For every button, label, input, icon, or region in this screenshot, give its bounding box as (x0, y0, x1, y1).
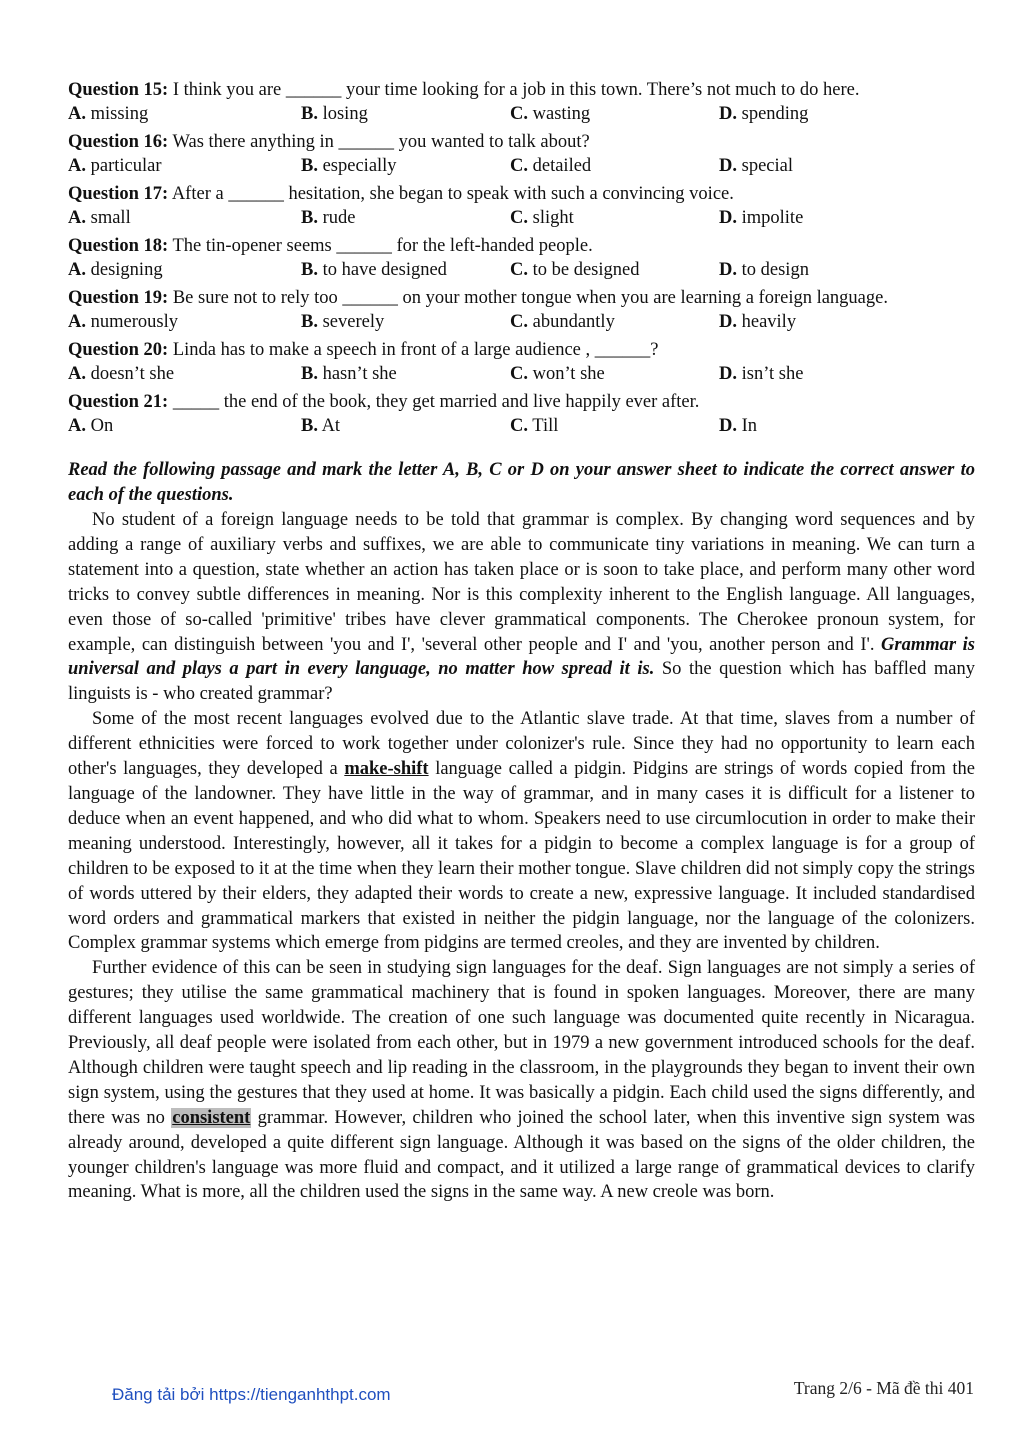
option-b[interactable]: B. rude (301, 208, 356, 228)
option-d[interactable]: D. isn’t she (719, 364, 804, 384)
option-c[interactable]: C. abundantly (510, 312, 615, 332)
highlighted-word-consistent: consistent (172, 1107, 251, 1128)
passage-paragraph-3: Further evidence of this can be seen in studying sign languages for the deaf. Sign languages are not simply a series of gestures; they utilise the same grammatical machinery that is found in spoken languages. Moreover, there are many different languages used worldwide. The creation of one such language was documented quite recently in Nicaragua. Previously, all deaf people were isolated from each other, but in 1979 a new government introduced schools for the deaf. Although children were taught speech and lip reading in the classroom, in the playgrounds they began to invent their own sign system, using the gestures that they used at home. It was basically a pidgin. Each child used the signs differently, and there was no consistent grammar. However, children who joined the school later, when this inventive sign system was already around, developed a quite different sign language. Although it was based on the signs of the older children, the younger children's language was more fluid and compact, and it utilized a large range of grammatical devices to clarify meaning. What is more, all the children used the signs in the same way. A new creole was born. (68, 958, 975, 1203)
passage-paragraph-1: No student of a foreign language needs to be told that grammar is complex. By changing word sequences and by adding a range of auxiliary verbs and suffixes, we are able to communicate tiny variations in meaning. We can turn a statement into a question, state whether an action has taken place or is soon to take place, and perform many other word tricks to convey subtle differences in meaning. Nor is this complexity inherent to the English language. All languages, even those of so-called 'primitive' tribes have clever grammatical components. The Cherokee pronoun system, for example, can distinguish between 'you and I', 'several other people and I' and 'you, another person and I'. Grammar is universal and plays a part in every language, no matter how spread it is. So the question which has baffled many linguists is - who created grammar? (68, 510, 975, 705)
question-label: Question 20: (68, 340, 169, 360)
options-row (68, 206, 975, 230)
option-b[interactable]: B. hasn’t she (301, 364, 397, 384)
uploader-link[interactable]: Đăng tải bởi https://tienganhthpt.com (112, 1385, 391, 1404)
passage-instruction: Read the following passage and mark the letter A, B, C or D on your answer sheet to indicate the correct answer to each of the questions. (68, 460, 975, 505)
options-row (68, 154, 975, 178)
question-21 (68, 390, 975, 438)
question-text: Be sure not to rely too ______ on your mother tongue when you are learning a foreign language. (168, 288, 888, 308)
option-c[interactable]: C. to be designed (510, 260, 640, 280)
option-a[interactable]: A. particular (68, 156, 162, 176)
question-text: I think you are ______ your time looking for a job in this town. There’s not much to do here. (168, 80, 860, 100)
question-16 (68, 130, 975, 178)
question-20 (68, 338, 975, 386)
option-c[interactable]: C. detailed (510, 156, 592, 176)
options-row (68, 258, 975, 282)
question-text: The tin-opener seems ______ for the left-handed people. (168, 236, 593, 256)
passage-paragraph-2: Some of the most recent languages evolved due to the Atlantic slave trade. At that time, slaves from a number of different ethnicities were forced to work together under colonizer's rule. Since they had no opportunity to learn each other's languages, they developed a make-shift language called a pidgin. Pidgins are strings of words copied from the language of the landowner. They have little in the way of grammar, and in many cases it is difficult for a listener to deduce when an event happened, and who did what to whom. Speakers need to use circumlocution in order to make their meaning understood. Interestingly, however, all it takes for a pidgin to become a complex language is for a group of children to be exposed to it at the time when they learn their mother tongue. Slave children did not simply copy the strings of words uttered by their elders, they adapted their words to create a new, expressive language. It included standardised word orders and grammatical markers that existed in neither the pidgin language, nor the language of the colonizers. Complex grammar systems which emerge from pidgins are termed creoles, and they are invented by children. (68, 709, 975, 954)
page-info: Trang 2/6 - Mã đề thi 401 (793, 1378, 974, 1398)
question-18 (68, 234, 975, 282)
option-a[interactable]: A. small (68, 208, 131, 228)
option-a[interactable]: A. doesn’t she (68, 364, 175, 384)
exam-page (68, 78, 975, 1205)
option-c[interactable]: C. slight (510, 208, 574, 228)
option-b[interactable]: B. to have designed (301, 260, 447, 280)
highlighted-word-make-shift: make-shift (344, 759, 429, 780)
option-d[interactable]: D. heavily (719, 312, 797, 332)
option-d[interactable]: D. special (719, 156, 793, 176)
question-19 (68, 286, 975, 334)
options-row (68, 102, 975, 126)
option-d[interactable]: D. impolite (719, 208, 804, 228)
question-text: After a ______ hesitation, she began to speak with such a convincing voice. (168, 184, 734, 204)
question-label: Question 17: (68, 184, 169, 204)
option-c[interactable]: C. wasting (510, 104, 591, 124)
question-label: Question 15: (68, 80, 169, 100)
question-label: Question 21: (68, 392, 169, 412)
option-d[interactable]: D. to design (719, 260, 809, 280)
option-a[interactable]: A. numerously (68, 312, 178, 332)
question-label: Question 16: (68, 132, 169, 152)
option-a[interactable]: A. missing (68, 104, 149, 124)
question-15 (68, 78, 975, 126)
question-text: _____ the end of the book, they get married and live happily ever after. (168, 392, 700, 412)
emphasized-sentence: Grammar is universal and plays a part in every language, no matter how spread it is. (68, 634, 975, 680)
options-row (68, 362, 975, 386)
option-b[interactable]: B. severely (301, 312, 385, 332)
question-label: Question 18: (68, 236, 169, 256)
question-text: Linda has to make a speech in front of a large audience , ______? (168, 340, 659, 360)
option-b[interactable]: B. losing (301, 104, 368, 124)
option-d[interactable]: D. spending (719, 104, 809, 124)
option-c[interactable]: C. Till (510, 416, 559, 436)
option-b[interactable]: B. especially (301, 156, 397, 176)
question-text: Was there anything in ______ you wanted to talk about? (168, 132, 590, 152)
option-b[interactable]: B. At (301, 416, 341, 436)
option-a[interactable]: A. On (68, 416, 114, 436)
options-row (68, 310, 975, 334)
options-row (68, 414, 975, 438)
question-17 (68, 182, 975, 230)
option-c[interactable]: C. won’t she (510, 364, 605, 384)
option-a[interactable]: A. designing (68, 260, 163, 280)
option-d[interactable]: D. In (719, 416, 758, 436)
question-label: Question 19: (68, 288, 169, 308)
